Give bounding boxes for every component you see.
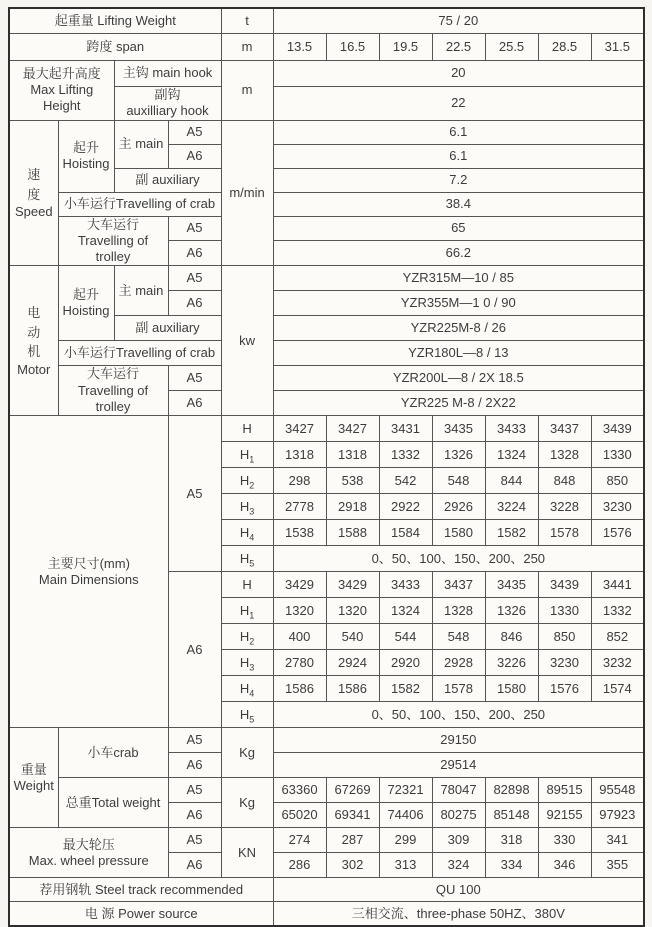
- dim-value: 2778: [273, 494, 326, 520]
- motor-trolley-a5-row: [9, 366, 644, 391]
- dim-value: 1320: [326, 598, 379, 624]
- dim-value: 3228: [538, 494, 591, 520]
- dim-value: 1330: [538, 598, 591, 624]
- span-label: 跨度 span: [9, 34, 221, 61]
- dim-value: 3433: [485, 416, 538, 442]
- dimensions-label: [9, 416, 168, 728]
- main-hook-row: [9, 61, 644, 87]
- motor-trolley-a6-value: YZR225 M-8 / 2X22: [273, 391, 644, 416]
- dim-row-label: $H_2$: [221, 468, 273, 494]
- motor-trolley-label-en: Travelling of trolley: [77, 382, 149, 414]
- dim-row-label: $H_1$: [221, 598, 273, 624]
- dim-row-label: $H_1$: [221, 442, 273, 468]
- dim-h5-value: 0、50、100、150、200、250: [273, 546, 644, 572]
- dim-value: 3226: [485, 650, 538, 676]
- max-height-label-en: Max Lifting Height: [30, 82, 94, 114]
- wheel-pressure-value: 313: [379, 853, 432, 878]
- speed-trolley-label-zh: 大车运行: [86, 216, 139, 232]
- max-height-label-zh: 最大起升高度: [22, 65, 101, 81]
- dim-value: 3232: [591, 650, 644, 676]
- lifting-weight-unit: t: [221, 8, 273, 34]
- wheel-pressure-value: 330: [538, 828, 591, 853]
- weight-crab-a5-row: [9, 728, 644, 753]
- dim-value: 548: [432, 624, 485, 650]
- dim-value: 1326: [432, 442, 485, 468]
- speed-group-label-en: Speed: [14, 204, 53, 220]
- grade-a5-cell: A5: [168, 778, 221, 803]
- dim-h5-value: 0、50、100、150、200、250: [273, 702, 644, 728]
- aux-hook-value: 22: [273, 87, 644, 121]
- dim-value: 298: [273, 468, 326, 494]
- main-hook-label: 主钩 main hook: [114, 61, 221, 87]
- dim-value: 3429: [326, 572, 379, 598]
- dim-value: 1584: [379, 520, 432, 546]
- total-weight-value: 92155: [538, 803, 591, 828]
- dim-value: 3429: [273, 572, 326, 598]
- grade-a5-cell: A5: [168, 728, 221, 753]
- dim-value: 3437: [538, 416, 591, 442]
- speed-hoisting-label: [58, 120, 114, 192]
- speed-aux-label: 副 auxiliary: [114, 168, 221, 192]
- dim-value: 2922: [379, 494, 432, 520]
- dim-value: 1320: [273, 598, 326, 624]
- wheel-pressure-value: 324: [432, 853, 485, 878]
- dim-value: 1578: [538, 520, 591, 546]
- wheel-pressure-value: 302: [326, 853, 379, 878]
- dim-value: 1580: [485, 676, 538, 702]
- motor-group-label-en: Motor: [17, 361, 51, 377]
- dim-value: 2924: [326, 650, 379, 676]
- total-weight-value: 74406: [379, 803, 432, 828]
- span-value: 22.5: [432, 34, 485, 61]
- motor-group-label: [9, 266, 58, 416]
- dim-value: 3435: [432, 416, 485, 442]
- dim-value: 2918: [326, 494, 379, 520]
- dim-value: 542: [379, 468, 432, 494]
- weight-total-label: 总重Total weight: [58, 778, 168, 828]
- dim-value: 848: [538, 468, 591, 494]
- grade-a5-cell: A5: [168, 828, 221, 853]
- total-weight-value: 78047: [432, 778, 485, 803]
- span-value: 28.5: [538, 34, 591, 61]
- wheel-pressure-value: 274: [273, 828, 326, 853]
- grade-a5-cell: A5: [168, 416, 221, 572]
- dim-value: 544: [379, 624, 432, 650]
- dim-value: 1586: [273, 676, 326, 702]
- dim-value: 1318: [326, 442, 379, 468]
- motor-hoisting-label: [58, 266, 114, 341]
- dim-value: 3441: [591, 572, 644, 598]
- aux-hook-label-en: auxilliary hook: [126, 103, 209, 119]
- dim-value: 3433: [379, 572, 432, 598]
- wheel-pressure-value: 334: [485, 853, 538, 878]
- wheel-pressure-label-en: Max. wheel pressure: [28, 852, 149, 868]
- max-height-label: [9, 61, 114, 121]
- speed-group-label-zh: 速度: [27, 167, 41, 202]
- speed-aux-value: 7.2: [273, 168, 644, 192]
- speed-main-a6-value: 6.1: [273, 144, 644, 168]
- wheel-pressure-value: 355: [591, 853, 644, 878]
- dim-value: 1578: [432, 676, 485, 702]
- lifting-weight-label: 起重量 Lifting Weight: [9, 8, 221, 34]
- dim-value: 850: [538, 624, 591, 650]
- span-row: [9, 34, 644, 61]
- dim-value: 2926: [432, 494, 485, 520]
- motor-trolley-label: [58, 366, 168, 416]
- dim-value: 540: [326, 624, 379, 650]
- dim-value: 1586: [326, 676, 379, 702]
- grade-a5-cell: A5: [168, 366, 221, 391]
- total-weight-value: 97923: [591, 803, 644, 828]
- total-weight-value: 80275: [432, 803, 485, 828]
- main-hook-value: 20: [273, 61, 644, 87]
- motor-aux-value: YZR225M-8 / 26: [273, 316, 644, 341]
- wheel-pressure-label-zh: 最大轮压: [62, 836, 115, 852]
- speed-crab-value: 38.4: [273, 192, 644, 216]
- dim-value: 1330: [591, 442, 644, 468]
- total-weight-value: 82898: [485, 778, 538, 803]
- dim-value: 844: [485, 468, 538, 494]
- lifting-weight-row: [9, 8, 644, 34]
- dim-row-label: $H_4$: [221, 520, 273, 546]
- dim-value: 1326: [485, 598, 538, 624]
- dim-a5-h-row: [9, 416, 644, 442]
- motor-aux-label: 副 auxiliary: [114, 316, 221, 341]
- speed-trolley-a5-row: [9, 216, 644, 241]
- dim-value: 3431: [379, 416, 432, 442]
- motor-main-a6-value: YZR355M—1 0 / 90: [273, 291, 644, 316]
- span-value: 16.5: [326, 34, 379, 61]
- wheel-pressure-value: 286: [273, 853, 326, 878]
- motor-main-a5-row: [9, 266, 644, 291]
- speed-hoisting-label-en: Hoisting: [62, 156, 110, 171]
- total-weight-value: 69341: [326, 803, 379, 828]
- wheel-pressure-label: [9, 828, 168, 878]
- power-source-label: 电 源 Power source: [9, 902, 273, 927]
- dim-value: 3427: [273, 416, 326, 442]
- speed-crab-label: 小车运行Travelling of crab: [58, 192, 221, 216]
- motor-unit: kw: [221, 266, 273, 416]
- weight-total-unit: Kg: [221, 778, 273, 828]
- aux-hook-label-zh: 副钩: [154, 87, 181, 102]
- wheel-pressure-value: 309: [432, 828, 485, 853]
- motor-hoisting-label-en: Hoisting: [62, 303, 110, 319]
- wheel-pressure-value: 318: [485, 828, 538, 853]
- span-unit: m: [221, 34, 273, 61]
- dim-value: 1538: [273, 520, 326, 546]
- grade-a6-cell: A6: [168, 572, 221, 728]
- weight-crab-a5-value: 29150: [273, 728, 644, 753]
- weight-crab-unit: Kg: [221, 728, 273, 778]
- dim-value: 1328: [432, 598, 485, 624]
- dim-value: 3230: [538, 650, 591, 676]
- weight-total-a5-row: [9, 778, 644, 803]
- dim-value: 2780: [273, 650, 326, 676]
- motor-trolley-label-zh: 大车运行: [86, 366, 139, 382]
- dim-value: 2920: [379, 650, 432, 676]
- speed-trolley-label-en: Travelling of trolley: [77, 232, 149, 264]
- weight-group-label-en: Weight: [13, 777, 54, 793]
- dimensions-label-zh: 主要尺寸(mm): [47, 555, 130, 571]
- total-weight-value: 67269: [326, 778, 379, 803]
- grade-a5-cell: A5: [168, 120, 221, 144]
- dim-row-label: $H_2$: [221, 624, 273, 650]
- motor-hoisting-label-zh: 起升: [72, 287, 99, 302]
- total-weight-value: 89515: [538, 778, 591, 803]
- max-height-unit: m: [221, 61, 273, 121]
- speed-trolley-label: [58, 216, 168, 266]
- total-weight-value: 95548: [591, 778, 644, 803]
- motor-main-a5-value: YZR315M—10 / 85: [273, 266, 644, 291]
- dim-value: 400: [273, 624, 326, 650]
- dim-value: 3224: [485, 494, 538, 520]
- grade-a6-cell: A6: [168, 241, 221, 266]
- grade-a5-cell: A5: [168, 216, 221, 241]
- grade-a6-cell: A6: [168, 803, 221, 828]
- wheel-pressure-value: 341: [591, 828, 644, 853]
- aux-hook-label: [114, 87, 221, 121]
- dim-value: 548: [432, 468, 485, 494]
- wheel-pressure-a5-row: [9, 828, 644, 853]
- motor-main-label: 主 main: [114, 266, 168, 316]
- dim-value: 538: [326, 468, 379, 494]
- dim-value: 3435: [485, 572, 538, 598]
- dim-value: 2928: [432, 650, 485, 676]
- power-source-row: [9, 902, 644, 927]
- grade-a6-cell: A6: [168, 753, 221, 778]
- dim-value: 1324: [379, 598, 432, 624]
- dim-value: 3437: [432, 572, 485, 598]
- dim-value: 1574: [591, 676, 644, 702]
- dim-value: 1582: [485, 520, 538, 546]
- dimensions-label-en: Main Dimensions: [38, 571, 139, 587]
- span-value: 25.5: [485, 34, 538, 61]
- dim-row-label: $H_4$: [221, 676, 273, 702]
- span-value: 19.5: [379, 34, 432, 61]
- speed-unit: m/min: [221, 120, 273, 266]
- steel-track-label: 荐用钢轨 Steel track recommended: [9, 878, 273, 902]
- dim-value: 846: [485, 624, 538, 650]
- dim-value: 1582: [379, 676, 432, 702]
- dim-value: 1332: [379, 442, 432, 468]
- dim-row-label: $H_3$: [221, 650, 273, 676]
- dim-value: 3439: [591, 416, 644, 442]
- dim-row-label: $H_3$: [221, 494, 273, 520]
- dim-value: 3230: [591, 494, 644, 520]
- dim-value: 3439: [538, 572, 591, 598]
- dim-value: 1576: [591, 520, 644, 546]
- dim-row-label: H: [221, 416, 273, 442]
- dim-value: 1576: [538, 676, 591, 702]
- power-source-value: 三相交流、three-phase 50HZ、380V: [273, 902, 644, 927]
- weight-group-label-zh: 重量: [20, 761, 47, 777]
- grade-a5-cell: A5: [168, 266, 221, 291]
- weight-crab-a6-value: 29514: [273, 753, 644, 778]
- dim-value: 852: [591, 624, 644, 650]
- dim-value: 1324: [485, 442, 538, 468]
- dim-row-label: $H_5$: [221, 702, 273, 728]
- dim-value: 1328: [538, 442, 591, 468]
- crane-spec-table: [8, 7, 645, 927]
- total-weight-value: 65020: [273, 803, 326, 828]
- speed-group-label: [9, 120, 58, 266]
- wheel-pressure-unit: KN: [221, 828, 273, 878]
- wheel-pressure-value: 287: [326, 828, 379, 853]
- speed-main-a5-value: 6.1: [273, 120, 644, 144]
- speed-crab-row: [9, 192, 644, 216]
- grade-a6-cell: A6: [168, 291, 221, 316]
- span-value: 13.5: [273, 34, 326, 61]
- motor-trolley-a5-value: YZR200L—8 / 2X 18.5: [273, 366, 644, 391]
- total-weight-value: 85148: [485, 803, 538, 828]
- speed-main-a5-row: [9, 120, 644, 144]
- dim-value: 1332: [591, 598, 644, 624]
- motor-crab-row: [9, 341, 644, 366]
- speed-trolley-a5-value: 65: [273, 216, 644, 241]
- grade-a6-cell: A6: [168, 391, 221, 416]
- wheel-pressure-value: 346: [538, 853, 591, 878]
- speed-main-label: 主 main: [114, 120, 168, 168]
- dim-value: 1580: [432, 520, 485, 546]
- weight-crab-label: 小车crab: [58, 728, 168, 778]
- span-value: 31.5: [591, 34, 644, 61]
- motor-group-label-zh: 电动机: [27, 305, 41, 360]
- wheel-pressure-value: 299: [379, 828, 432, 853]
- motor-crab-label: 小车运行Travelling of crab: [58, 341, 221, 366]
- lifting-weight-value: 75 / 20: [273, 8, 644, 34]
- weight-group-label: [9, 728, 58, 828]
- dim-value: 1588: [326, 520, 379, 546]
- dim-value: 850: [591, 468, 644, 494]
- speed-trolley-a6-value: 66.2: [273, 241, 644, 266]
- dim-row-label: $H_5$: [221, 546, 273, 572]
- grade-a6-cell: A6: [168, 853, 221, 878]
- dim-row-label: H: [221, 572, 273, 598]
- motor-crab-value: YZR180L—8 / 13: [273, 341, 644, 366]
- dim-value: 1318: [273, 442, 326, 468]
- steel-track-value: QU 100: [273, 878, 644, 902]
- grade-a6-cell: A6: [168, 144, 221, 168]
- total-weight-value: 63360: [273, 778, 326, 803]
- total-weight-value: 72321: [379, 778, 432, 803]
- dim-value: 3427: [326, 416, 379, 442]
- speed-hoisting-label-zh: 起升: [72, 139, 99, 155]
